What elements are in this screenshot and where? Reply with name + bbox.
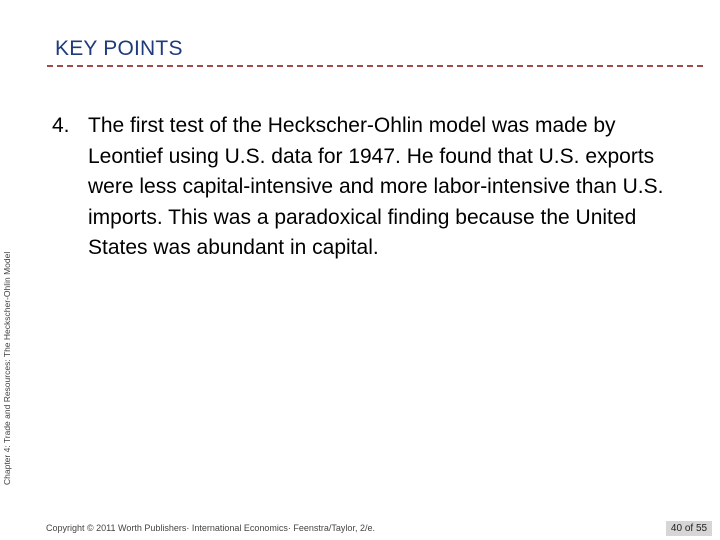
slide-title: KEY POINTS xyxy=(55,37,183,60)
chapter-side-label: Chapter 4: Trade and Resources: The Heckscher-Ohlin Model xyxy=(2,251,12,485)
copyright-footer: Copyright © 2011 Worth Publishers· International Economics· Feenstra/Taylor, 2/e. xyxy=(46,523,375,533)
key-points-list xyxy=(52,111,692,264)
key-point-number: 4. xyxy=(52,114,70,137)
page-indicator: 40 of 55 xyxy=(666,521,712,536)
key-point-item xyxy=(52,111,692,264)
key-point-text: The first test of the Heckscher-Ohlin model was made by Leontief using U.S. data for 1947. He found that U.S. exports were less capital-intensive and more labor-intensive than U.S. imports. This was a paradoxical finding because the United States was abundant in capital. xyxy=(88,114,664,259)
title-divider xyxy=(47,65,703,67)
